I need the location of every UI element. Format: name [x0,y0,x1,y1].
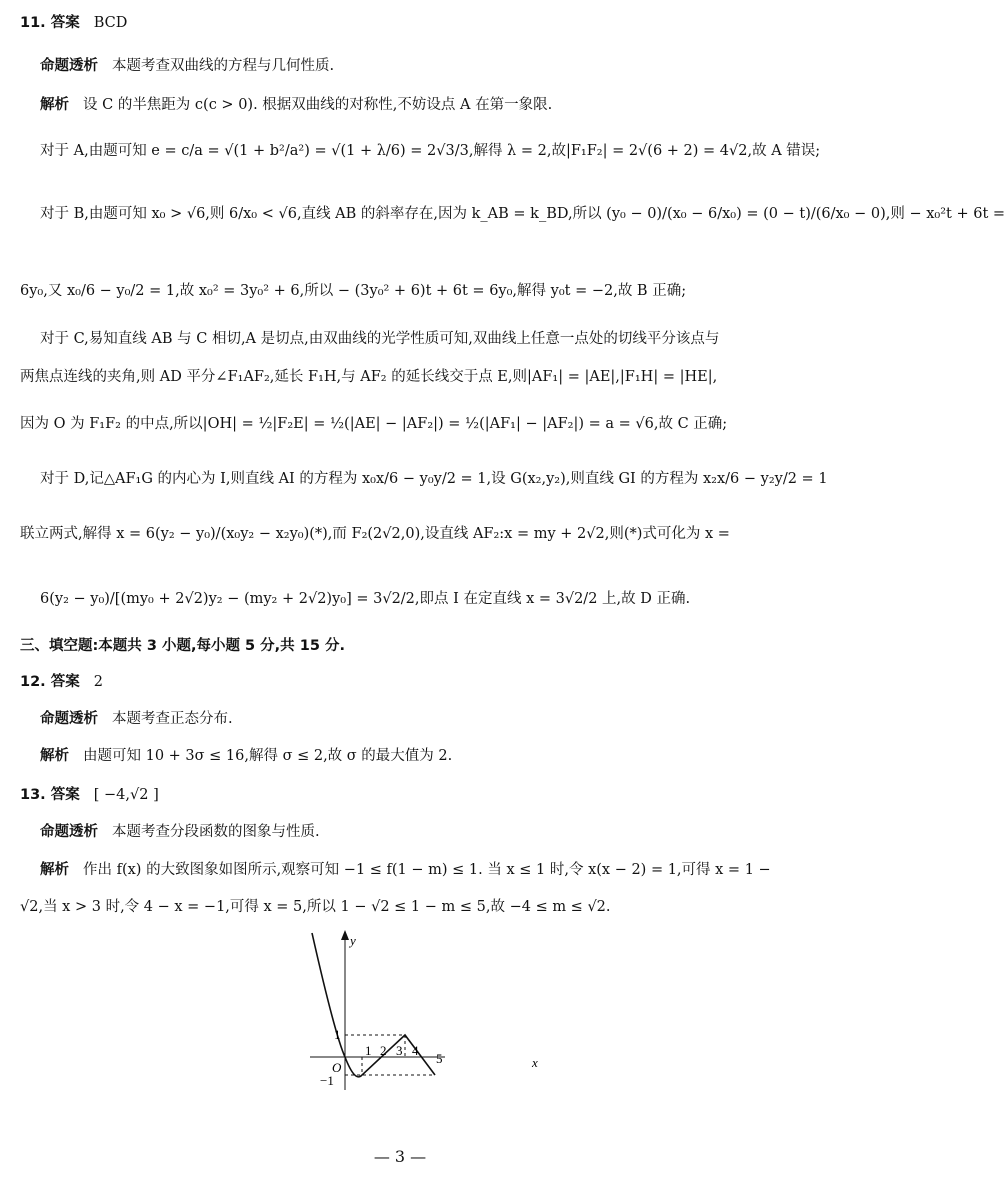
function-graph [290,925,570,1095]
axis-y-label: y [350,933,356,948]
q12-solution-label: 解析 [40,748,69,764]
q11-label: 11. 答案 [20,15,80,31]
q11-solution-intro [40,96,552,114]
q12-answer: 2 [93,674,103,690]
tick-x5: 5 [436,1051,443,1066]
q11-sol-d1: 对于 D,记△AF₁G 的内心为 I,则直线 AI 的方程为 x₀x/6 − y₀y/2 = 1,设 G(x₂,y₂),则直线 GI 的方程为 x₂x/6 − y₂y/2 = 1 [40,471,828,487]
q11-analysis-line [40,57,334,75]
axis-x-label: x [532,1055,538,1070]
q11-sol-a: 对于 A,由题可知 e = c/a = √(1 + b²/a²) = √(1 + λ/6) = 2√3/3,解得 λ = 2,故|F₁F₂| = 2√(6 + 2) = 4√2,故 A 错误; [40,143,821,159]
q11-answer-line [20,14,127,32]
tick-x2: 2 [380,1043,387,1058]
q13-analysis-label: 命题透析 [40,824,98,840]
q12-analysis: 本题考查正态分布. [112,711,233,727]
q11-answer: BCD [93,15,128,31]
y-axis-arrow-icon [341,930,349,940]
tick-x3: 3 [396,1043,403,1058]
q11-analysis: 本题考查双曲线的方程与几何性质. [112,58,335,74]
q12-analysis-line [40,710,233,728]
q13-answer-line [20,786,159,804]
tick-x1: 1 [365,1043,372,1058]
section-3-heading: 三、填空题:本题共 3 小题,每小题 5 分,共 15 分. [20,638,345,654]
tick-x4: 4 [412,1043,419,1058]
q13-solution-label: 解析 [40,862,69,878]
q13-analysis-line [40,823,320,841]
origin-label: O [332,1060,342,1075]
q11-sol-c2: 两焦点连线的夹角,则 AD 平分∠F₁AF₂,延长 F₁H,与 AF₂ 的延长线交于点 E,则|AF₁| = |AE|,|F₁H| = |HE|, [20,369,718,385]
q13-sol2: √2,当 x > 3 时,令 4 − x = −1,可得 x = 5,所以 1 − √2 ≤ 1 − m ≤ 5,故 −4 ≤ m ≤ √2. [20,899,611,915]
q11-sol-b2: 6y₀,又 x₀/6 − y₀/2 = 1,故 x₀² = 3y₀² + 6,所以 − (3y₀² + 6)t + 6t = 6y₀,解得 y₀t = −2,故 B 正确; [20,283,687,299]
q11-solution-label: 解析 [40,97,69,113]
page-number: — 3 — [373,1147,427,1166]
q12-solution: 由题可知 10 + 3σ ≤ 16,解得 σ ≤ 2,故 σ 的最大值为 2. [83,748,453,764]
q12-solution-line [40,747,452,765]
q13-analysis: 本题考查分段函数的图象与性质. [112,824,320,840]
q13-answer: [ −4,√2 ] [93,787,159,803]
q11-sol-c3: 因为 O 为 F₁F₂ 的中点,所以|OH| = ½|F₂E| = ½(|AE| − |AF₂|) = ½(|AF₁| − |AF₂|) = a = √6,故 C 正确; [20,416,728,432]
q13-solution-line [40,861,771,879]
q13-sol1: 作出 f(x) 的大致图象如图所示,观察可知 −1 ≤ f(1 − m) ≤ 1. 当 x ≤ 1 时,令 x(x − 2) = 1,可得 x = 1 − [83,862,771,878]
q11-sol-d2: 联立两式,解得 x = 6(y₂ − y₀)/(x₀y₂ − x₂y₀)(*),而 F₂(2√2,0),设直线 AF₂:x = my + 2√2,则(*)式可化为 x = [20,526,730,542]
tick-y1: 1 [334,1027,341,1042]
q11-sol-d3: 6(y₂ − y₀)/[(my₀ + 2√2)y₂ − (my₂ + 2√2)y₀] = 3√2/2,即点 I 在定直线 x = 3√2/2 上,故 D 正确. [40,591,691,607]
q11-sol-b1: 对于 B,由题可知 x₀ > √6,则 6/x₀ < √6,直线 AB 的斜率存在,因为 k_AB = k_BD,所以 (y₀ − 0)/(x₀ − 6/x₀) = (0 − t)/(6/x₀ − 0),则 − x₀²t + 6t = [40,206,1005,222]
q11-sol-c1: 对于 C,易知直线 AB 与 C 相切,A 是切点,由双曲线的光学性质可知,双曲线上任意一点处的切线平分该点与 [40,331,720,347]
q13-label: 13. 答案 [20,787,80,803]
tick-y-neg1: −1 [320,1073,334,1088]
q12-analysis-label: 命题透析 [40,711,98,727]
q12-answer-line [20,673,103,691]
q11-sol-intro: 设 C 的半焦距为 c(c > 0). 根据双曲线的对称性,不妨设点 A 在第一象限. [83,97,553,113]
q12-label: 12. 答案 [20,674,80,690]
q11-analysis-label: 命题透析 [40,58,98,74]
